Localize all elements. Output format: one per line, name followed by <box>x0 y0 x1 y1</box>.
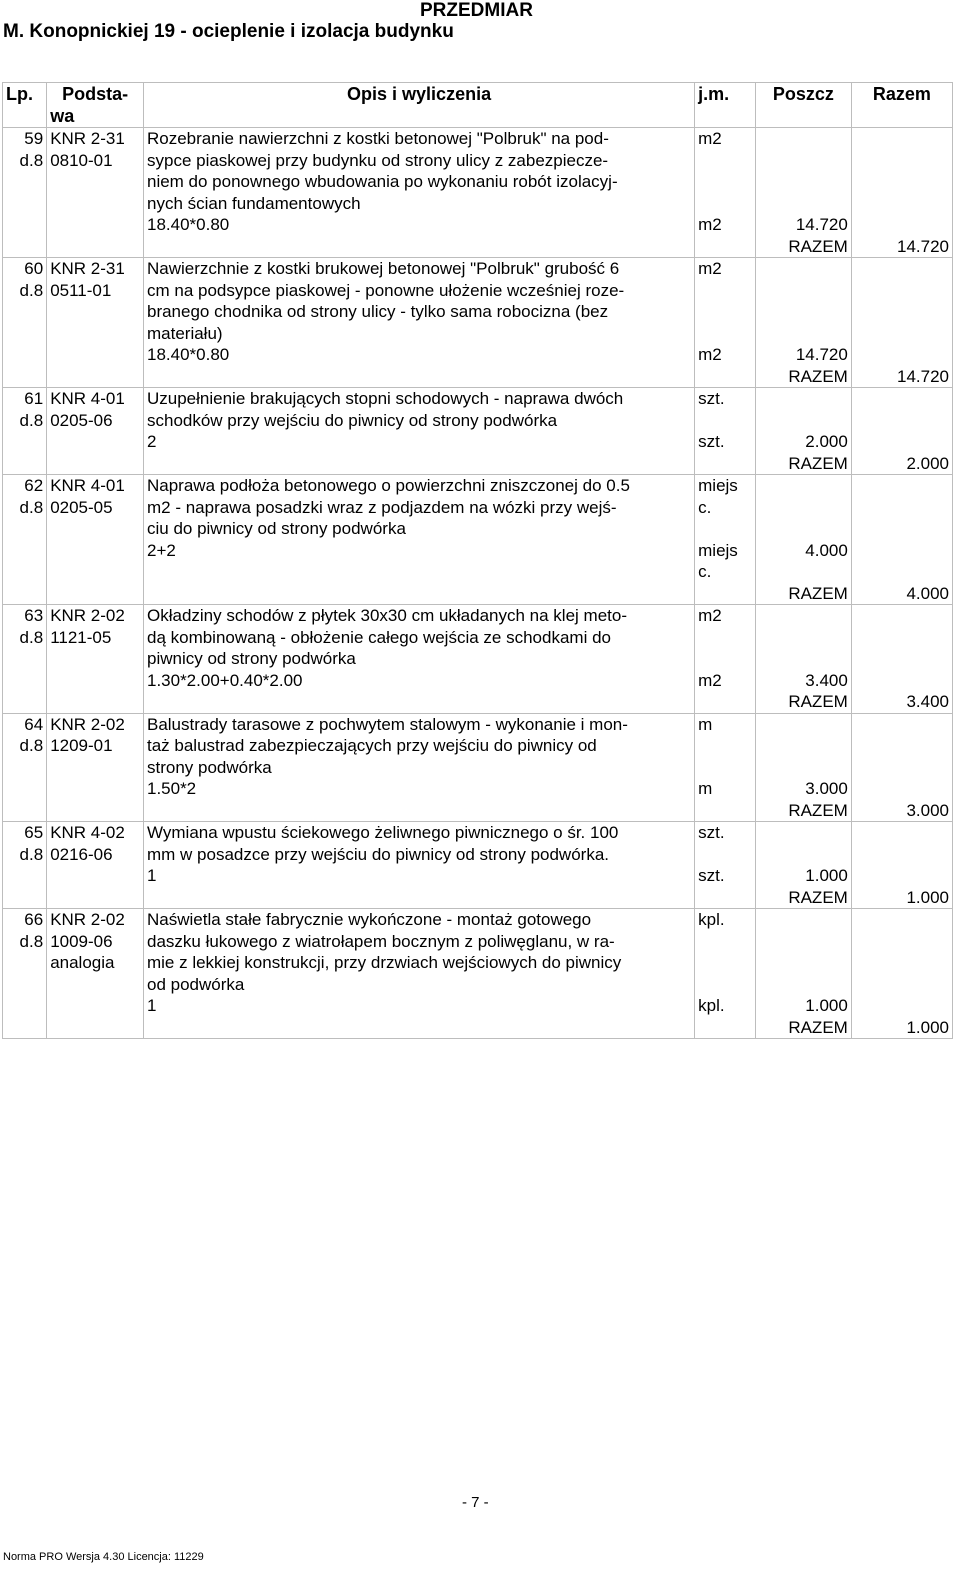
blank-line <box>759 171 848 193</box>
razem-label: RAZEM <box>788 800 848 820</box>
blank-line <box>759 323 848 345</box>
col-header-podstawa-line: wa <box>50 105 75 126</box>
opis-line: Nawierzchnie z kostki brukowej betonowej "Polbruk" grubość 6 <box>146 259 620 278</box>
blank-line <box>759 931 848 953</box>
lp-value: 63 <box>24 606 44 625</box>
blank-line <box>759 388 848 410</box>
cell-lp <box>3 258 47 388</box>
blank-line <box>855 540 949 562</box>
cell-opis <box>143 713 694 822</box>
razem-label: RAZEM <box>788 692 848 711</box>
cell-jm <box>695 388 756 475</box>
cell-jm <box>695 258 756 388</box>
lp-value: d.8 <box>19 280 44 300</box>
poszcz-value: 14.720 <box>795 345 848 364</box>
razem-value: 1.000 <box>906 1017 949 1037</box>
podstawa-value: 0205-06 <box>50 410 113 430</box>
cell-razem <box>851 713 952 822</box>
cell-poszcz <box>756 605 852 714</box>
calc-expression: 1.30*2.00+0.40*2.00 <box>146 670 303 690</box>
blank-line <box>855 475 949 497</box>
jm-value: szt. <box>698 389 725 408</box>
document-subtitle: M. Konopnickiej 19 - ocieplenie i izolacja budynku <box>3 21 454 42</box>
blank-line <box>759 909 848 931</box>
cell-poszcz <box>756 258 852 388</box>
podstawa-value: 1009-06 <box>50 931 113 951</box>
cell-razem <box>851 258 952 388</box>
podstawa-value: KNR 2-31 <box>50 259 125 278</box>
cell-lp <box>3 128 47 258</box>
cell-lp <box>3 388 47 475</box>
jm-value: miejs <box>698 476 738 495</box>
blank-line <box>147 800 691 822</box>
opis-line: dą kombinowaną - obłożenie całego wejścia ze schodkami do <box>146 627 611 647</box>
calc-jm-value: m2 <box>698 215 722 234</box>
podstawa-value: 1209-01 <box>50 736 113 755</box>
podstawa-value: 0216-06 <box>50 844 113 864</box>
razem-value: 3.000 <box>906 800 949 820</box>
lp-value: 60 <box>24 259 44 278</box>
opis-line: Naprawa podłoża betonowego o powierzchni zniszczonej do 0.5 <box>146 476 630 495</box>
calc-expression: 18.40*0.80 <box>146 345 230 364</box>
opis-line: Balustrady tarasowe z pochwytem stalowym - wykonanie i mon- <box>146 714 628 734</box>
col-header-razem: Razem <box>851 83 952 128</box>
cell-opis <box>143 475 694 605</box>
opis-line: strony podwórka <box>146 757 272 777</box>
podstawa-value: KNR 4-01 <box>50 389 125 408</box>
opis-line: taż balustrad zabezpieczających przy wejściu do piwnicy od <box>146 736 597 755</box>
blank-line <box>759 128 848 150</box>
opis-line: cm na podsypce piaskowej - ponowne ułożenie wcześniej roze- <box>146 280 625 300</box>
cell-poszcz <box>756 128 852 258</box>
cell-podstawa <box>47 822 144 909</box>
table-row <box>3 388 953 475</box>
opis-line: Okładziny schodów z płytek 30x30 cm układanych na klej meto- <box>146 606 627 625</box>
blank-line <box>698 648 752 670</box>
calc-jm-value: m <box>698 779 713 798</box>
razem-label: RAZEM <box>788 236 848 256</box>
lp-value: 59 <box>24 129 44 148</box>
blank-line <box>855 670 949 692</box>
blank-line <box>698 518 752 540</box>
opis-line: Rozebranie nawierzchni z kostki betonowej "Polbruk" na pod- <box>146 129 609 148</box>
jm-value: kpl. <box>698 910 725 929</box>
blank-line <box>759 844 848 866</box>
podstawa-value: KNR 2-31 <box>50 129 125 148</box>
podstawa-value: KNR 2-02 <box>50 606 125 625</box>
opis-line: mie z lekkiej konstrukcji, przy drzwiach wejściowych do piwnicy <box>146 953 622 972</box>
blank-line <box>855 561 949 583</box>
blank-line <box>698 150 752 172</box>
cell-razem <box>851 475 952 605</box>
blank-line <box>855 757 949 779</box>
blank-line <box>698 236 752 258</box>
jm-value: c. <box>698 497 712 517</box>
cell-lp <box>3 713 47 822</box>
cell-lp <box>3 909 47 1039</box>
podstawa-value: KNR 4-01 <box>50 476 125 495</box>
opis-line: sypce piaskowej przy budynku od strony ulicy z zabezpiecze- <box>146 150 609 170</box>
opis-line: ciu do piwnicy od strony podwórka <box>146 519 406 538</box>
col-header-poszcz: Poszcz <box>756 83 852 128</box>
opis-line: materiału) <box>146 323 223 343</box>
cell-podstawa <box>47 605 144 714</box>
blank-line <box>855 128 949 150</box>
lp-value: d.8 <box>19 497 44 517</box>
blank-line <box>759 952 848 974</box>
blank-line <box>698 323 752 345</box>
cell-jm <box>695 909 756 1039</box>
blank-line <box>855 323 949 345</box>
blank-line <box>855 714 949 736</box>
opis-line: Wymiana wpustu ściekowego żeliwnego piwnicznego o śr. 100 <box>146 823 619 842</box>
blank-line <box>759 605 848 627</box>
blank-line <box>855 605 949 627</box>
blank-line <box>855 344 949 366</box>
col-header-lp: Lp. <box>3 83 47 128</box>
table-row <box>3 258 953 388</box>
blank-line <box>759 475 848 497</box>
cell-podstawa <box>47 128 144 258</box>
jm-value: m2 <box>698 129 722 148</box>
opis-line: mm w posadzce przy wejściu do piwnicy od strony podwórka. <box>146 844 610 864</box>
blank-line <box>759 193 848 215</box>
poszcz-value: 14.720 <box>795 215 848 234</box>
calc-expression: 1 <box>146 866 157 885</box>
col-header-podstawa <box>47 83 144 128</box>
table-row <box>3 909 953 1039</box>
blank-line <box>855 735 949 757</box>
opis-line: piwnicy od strony podwórka <box>146 649 356 668</box>
blank-line <box>698 844 752 866</box>
blank-line <box>759 410 848 432</box>
lp-value: d.8 <box>19 150 44 170</box>
razem-value: 14.720 <box>897 236 949 256</box>
blank-line <box>855 627 949 649</box>
blank-line <box>698 410 752 432</box>
blank-line <box>759 258 848 280</box>
calc-expression: 2+2 <box>146 540 176 560</box>
podstawa-value: 0810-01 <box>50 150 113 170</box>
blank-line <box>855 844 949 866</box>
opis-line: nych ścian fundamentowych <box>146 193 361 213</box>
blank-line <box>759 735 848 757</box>
poszcz-value: 3.400 <box>805 670 848 690</box>
blank-line <box>855 388 949 410</box>
blank-line <box>855 518 949 540</box>
blank-line <box>855 150 949 172</box>
opis-line: m2 - naprawa posadzki wraz z podjazdem na wózki przy wejś- <box>146 497 617 517</box>
blank-line <box>855 952 949 974</box>
cell-lp <box>3 475 47 605</box>
blank-line <box>855 280 949 302</box>
jm-value: m2 <box>698 606 722 625</box>
lp-value: d.8 <box>19 410 44 430</box>
cell-opis <box>143 258 694 388</box>
opis-line: niem do ponownego wbudowania po wykonaniu robót izolacyj- <box>146 172 618 191</box>
cell-lp <box>3 822 47 909</box>
lp-value: 65 <box>24 823 44 842</box>
blank-line <box>147 887 691 909</box>
cell-jm <box>695 128 756 258</box>
razem-value: 2.000 <box>906 453 949 473</box>
blank-line <box>759 301 848 323</box>
podstawa-value: 1121-05 <box>50 627 112 647</box>
cell-podstawa <box>47 909 144 1039</box>
lp-value: d.8 <box>19 844 44 864</box>
jm-value: szt. <box>698 823 725 842</box>
cell-poszcz <box>756 822 852 909</box>
cell-opis <box>143 822 694 909</box>
blank-line <box>759 627 848 649</box>
razem-label: RAZEM <box>788 1017 848 1037</box>
cell-podstawa <box>47 475 144 605</box>
cell-razem <box>851 605 952 714</box>
poszcz-value: 4.000 <box>805 540 848 560</box>
cell-poszcz <box>756 388 852 475</box>
cell-opis <box>143 388 694 475</box>
opis-line: Naświetla stałe fabrycznie wykończone - montaż gotowego <box>146 910 592 929</box>
table-header-row <box>3 83 953 128</box>
cell-razem <box>851 128 952 258</box>
cell-jm <box>695 475 756 605</box>
blank-line <box>855 258 949 280</box>
calc-jm-value: szt. <box>698 432 725 451</box>
cell-opis <box>143 909 694 1039</box>
opis-line: schodków przy wejściu do piwnicy od strony podwórka <box>146 410 558 430</box>
calc-expression: 1.50*2 <box>146 779 197 798</box>
calc-expression: 1 <box>146 996 157 1015</box>
blank-line <box>759 561 848 583</box>
col-header-podstawa-line: Podsta- <box>62 84 129 104</box>
poszcz-value: 2.000 <box>805 432 848 451</box>
blank-line <box>855 822 949 844</box>
lp-value: 62 <box>24 476 44 495</box>
cell-podstawa <box>47 713 144 822</box>
razem-label: RAZEM <box>788 366 848 386</box>
blank-line <box>698 280 752 302</box>
calc-jm-value: m2 <box>698 345 722 364</box>
blank-line <box>698 1017 752 1039</box>
poszcz-value: 1.000 <box>805 996 848 1015</box>
table-row <box>3 605 953 714</box>
blank-line <box>759 822 848 844</box>
lp-value: 61 <box>24 389 44 408</box>
blank-line <box>147 1017 691 1039</box>
razem-label: RAZEM <box>788 887 848 907</box>
blank-line <box>855 214 949 236</box>
razem-value: 4.000 <box>906 583 949 603</box>
table-row <box>3 822 953 909</box>
blank-line <box>759 974 848 996</box>
blank-line <box>855 410 949 432</box>
cell-jm <box>695 822 756 909</box>
blank-line <box>698 366 752 388</box>
lp-value: 66 <box>24 910 44 929</box>
razem-value: 3.400 <box>906 692 949 711</box>
blank-line <box>698 974 752 996</box>
jm-value: m2 <box>698 259 722 278</box>
blank-line <box>698 691 752 713</box>
blank-line <box>698 931 752 953</box>
razem-value: 1.000 <box>906 887 949 907</box>
przedmiar-table <box>2 82 953 1039</box>
blank-line <box>759 497 848 519</box>
blank-line <box>759 714 848 736</box>
cell-poszcz <box>756 713 852 822</box>
document-title: PRZEDMIAR <box>420 0 533 21</box>
blank-line <box>698 583 752 605</box>
blank-line <box>147 453 691 475</box>
lp-value: d.8 <box>19 627 44 647</box>
blank-line <box>855 497 949 519</box>
blank-line <box>698 757 752 779</box>
podstawa-value: 0205-05 <box>50 497 113 517</box>
col-header-opis: Opis i wyliczenia <box>143 83 694 128</box>
blank-line <box>855 909 949 931</box>
blank-line <box>855 301 949 323</box>
blank-line <box>759 518 848 540</box>
blank-line <box>855 995 949 1017</box>
blank-line <box>855 648 949 670</box>
lp-value: 64 <box>24 714 44 734</box>
opis-line: daszku łukowego z wiatrołapem bocznym z poliwęglanu, w ra- <box>146 931 615 951</box>
blank-line <box>147 561 691 583</box>
blank-line <box>698 193 752 215</box>
blank-line <box>698 952 752 974</box>
blank-line <box>698 171 752 193</box>
blank-line <box>759 150 848 172</box>
cell-jm <box>695 605 756 714</box>
blank-line <box>855 778 949 800</box>
opis-line: Uzupełnienie brakujących stopni schodowych - naprawa dwóch <box>146 389 624 408</box>
blank-line <box>698 453 752 475</box>
calc-jm-value: kpl. <box>698 996 725 1015</box>
opis-line: od podwórka <box>146 974 245 994</box>
cell-podstawa <box>47 388 144 475</box>
razem-value: 14.720 <box>897 366 949 386</box>
blank-line <box>759 280 848 302</box>
podstawa-value: 0511-01 <box>50 280 112 300</box>
podstawa-value: analogia <box>50 953 115 972</box>
blank-line <box>698 887 752 909</box>
calc-jm-value: c. <box>698 562 712 581</box>
software-license-note: Norma PRO Wersja 4.30 Licencja: 11229 <box>3 1551 204 1563</box>
blank-line <box>147 366 691 388</box>
poszcz-value: 3.000 <box>805 779 848 798</box>
cell-razem <box>851 822 952 909</box>
podstawa-value: KNR 4-02 <box>50 823 125 842</box>
blank-line <box>147 691 691 713</box>
blank-line <box>698 800 752 822</box>
calc-expression: 2 <box>146 432 157 451</box>
cell-podstawa <box>47 258 144 388</box>
razem-label: RAZEM <box>788 453 848 473</box>
blank-line <box>147 583 691 605</box>
blank-line <box>855 974 949 996</box>
poszcz-value: 1.000 <box>805 866 848 885</box>
table-row <box>3 475 953 605</box>
podstawa-value: KNR 2-02 <box>50 910 125 929</box>
col-header-jm: j.m. <box>695 83 756 128</box>
podstawa-value: KNR 2-02 <box>50 714 125 734</box>
calc-jm-value: m2 <box>698 670 722 690</box>
table-body <box>3 128 953 1039</box>
opis-line: branego chodnika od strony ulicy - tylko sama robocizna (bez <box>146 302 609 321</box>
calc-expression: 18.40*0.80 <box>146 215 230 234</box>
cell-poszcz <box>756 909 852 1039</box>
cell-poszcz <box>756 475 852 605</box>
blank-line <box>855 865 949 887</box>
lp-value: d.8 <box>19 931 44 951</box>
blank-line <box>855 431 949 453</box>
blank-line <box>855 193 949 215</box>
table-row <box>3 128 953 258</box>
blank-line <box>698 627 752 649</box>
blank-line <box>147 236 691 258</box>
razem-label: RAZEM <box>788 583 848 603</box>
page-number: - 7 - <box>462 1494 489 1511</box>
cell-razem <box>851 388 952 475</box>
blank-line <box>759 648 848 670</box>
cell-opis <box>143 128 694 258</box>
cell-jm <box>695 713 756 822</box>
blank-line <box>855 171 949 193</box>
cell-razem <box>851 909 952 1039</box>
blank-line <box>698 735 752 757</box>
calc-jm-value: szt. <box>698 866 725 885</box>
blank-line <box>759 757 848 779</box>
jm-value: m <box>698 714 713 734</box>
lp-value: d.8 <box>19 736 44 755</box>
blank-line <box>855 931 949 953</box>
blank-line <box>698 301 752 323</box>
calc-jm-value: miejs <box>698 540 738 560</box>
table-row <box>3 713 953 822</box>
cell-lp <box>3 605 47 714</box>
cell-opis <box>143 605 694 714</box>
